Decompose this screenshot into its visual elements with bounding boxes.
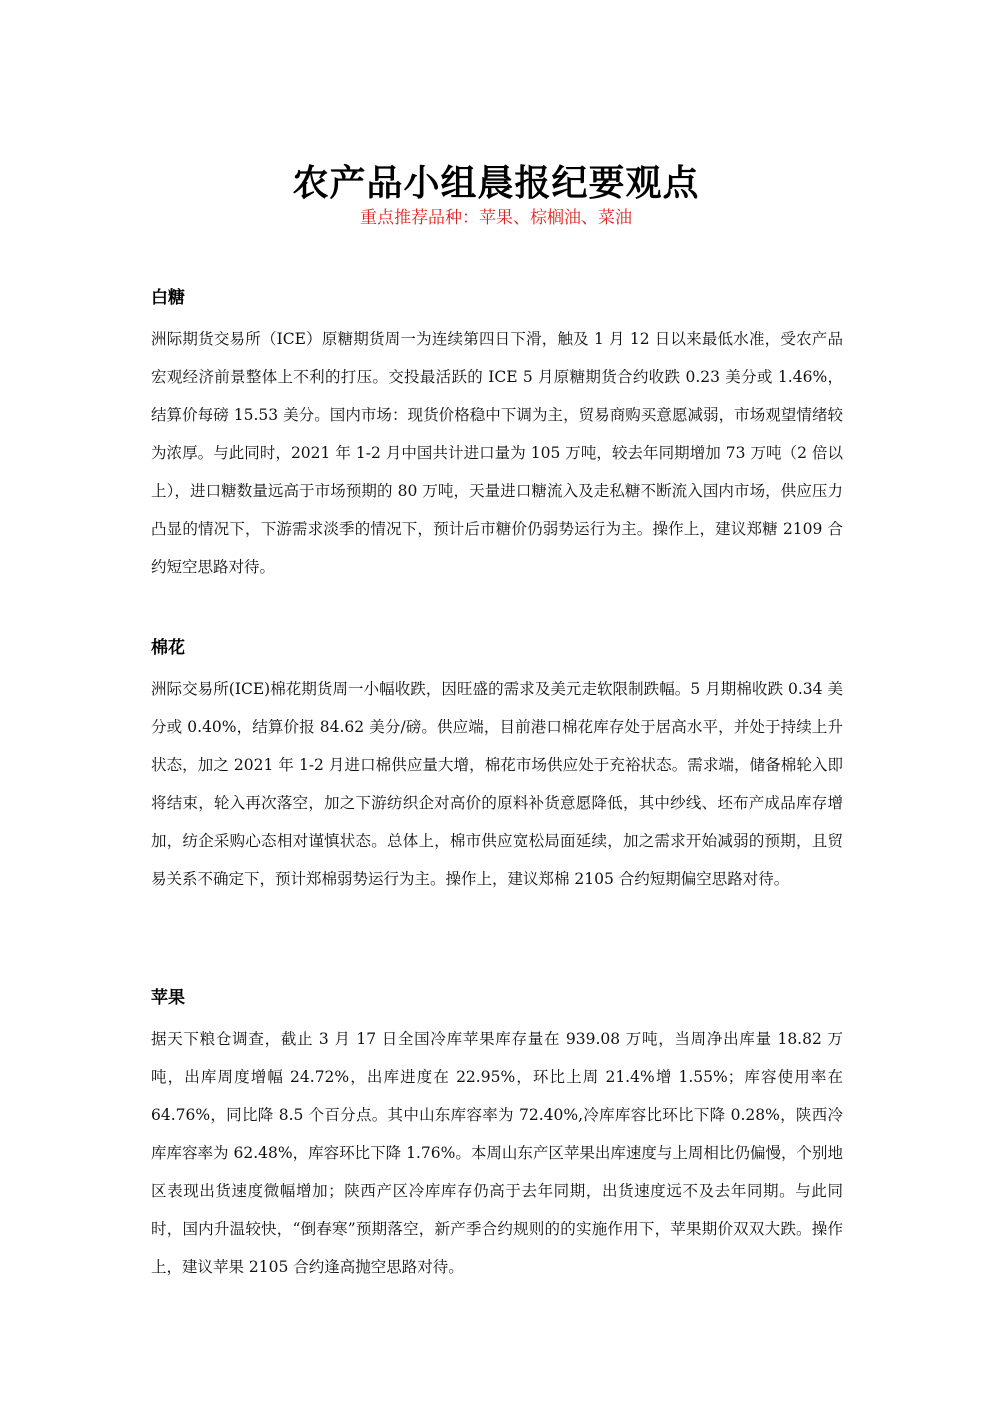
section-sugar [151,286,843,586]
section-body-cotton: 洲际交易所(ICE)棉花期货周一小幅收跌，因旺盛的需求及美元走软限制跌幅。5 月期棉收跌 0.34 美分或 0.40%，结算价报 84.62 美分/磅。供应端，目前港口棉花库存处于居高水平，并处于持续上升状态，加之 2021 年 1-2 月进口棉供应量大增，棉花市场供应处于充裕状态。需求端，储备棉轮入即将结束，轮入再次落空，加之下游纺织企对高价的原料补货意愿降低，其中纱线、坯布产成品库存增加，纺企采购心态相对谨慎状态。总体上，棉市供应宽松局面延续，加之需求开始减弱的预期，且贸易关系不确定下，预计郑棉弱势运行为主。操作上，建议郑棉 2105 合约短期偏空思路对待。 [151,680,843,888]
section-heading-cotton: 棉花 [151,638,185,658]
section-heading-apple: 苹果 [151,988,185,1008]
section-heading-sugar: 白糖 [151,288,185,308]
section-cotton [151,636,843,898]
section-body-sugar: 洲际期货交易所（ICE）原糖期货周一为连续第四日下滑，触及 1 月 12 日以来最低水准，受农产品宏观经济前景整体上不利的打压。交投最活跃的 ICE 5 月原糖期货合约收跌 0.23 美分或 1.46%，结算价每磅 15.53 美分。国内市场：现货价格稳中下调为主，贸易商购买意愿减弱，市场观望情绪较为浓厚。与此同时，2021 年 1-2 月中国共计进口量为 105 万吨，较去年同期增加 73 万吨（2 倍以上），进口糖数量远高于市场预期的 80 万吨，天量进口糖流入及走私糖不断流入国内市场，供应压力凸显的情况下，下游需求淡季的情况下，预计后市糖价仍弱势运行为主。操作上，建议郑糖 2109 合约短空思路对待。 [151,330,843,576]
page-title: 农产品小组晨报纪要观点 [292,163,700,205]
recommended-varieties: 重点推荐品种：苹果、棕榈油、菜油 [360,208,632,228]
section-body-apple: 据天下粮仓调查，截止 3 月 17 日全国冷库苹果库存量在 939.08 万吨，当周净出库量 18.82 万吨，出库周度增幅 24.72%，出库进度在 22.95%，环比上周 21.4%增 1.55%；库容使用率在 64.76%，同比降 8.5 个百分点。其中山东库容率为 72.40%,冷库库容比环比下降 0.28%，陕西冷库库容率为 62.48%，库容环比下降 1.76%。本周山东产区苹果出库速度与上周相比仍偏慢，个别地区表现出货速度微幅增加；陕西产区冷库库存仍高于去年同期，出货速度远不及去年同期。与此同时，国内升温较快，“倒春寒”预期落空，新产季合约规则的的实施作用下，苹果期价双双大跌。操作上，建议苹果 2105 合约逢高抛空思路对待。 [151,1030,843,1276]
section-apple [151,986,843,1286]
